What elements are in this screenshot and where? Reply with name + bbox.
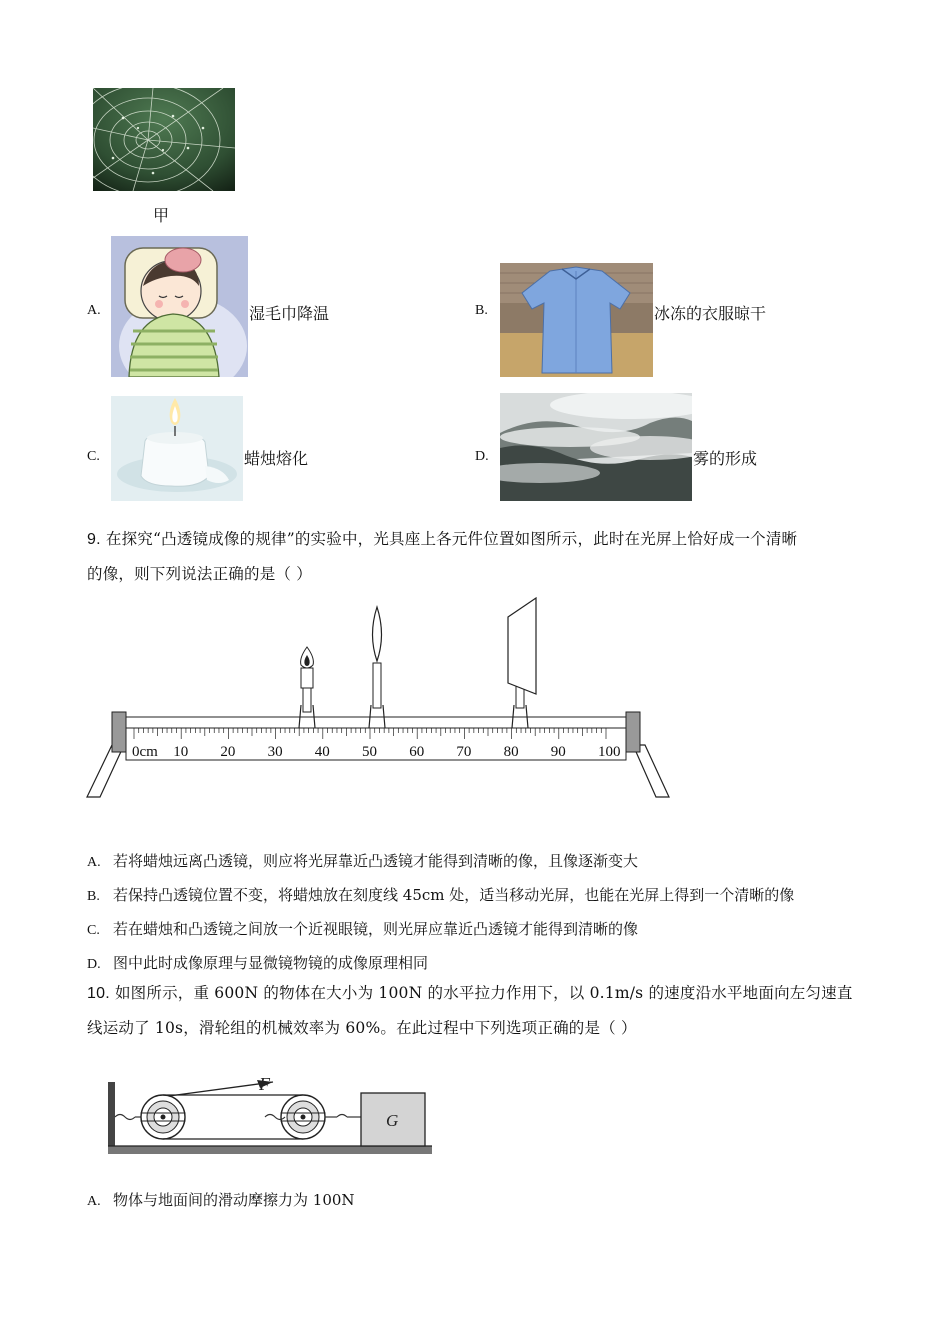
option-d-text: 雾的形成 (693, 449, 758, 468)
spider-web-image (93, 88, 235, 191)
q10-stem (87, 976, 877, 1045)
q9-option-a-letter: A. (87, 855, 101, 870)
q9-option-b-letter: B. (87, 889, 100, 904)
movable-pulley (281, 1095, 325, 1139)
figure-caption-jia: 甲 (153, 206, 170, 225)
fixed-pulley (141, 1095, 185, 1139)
ruler-label: 40 (314, 744, 330, 760)
block-label: G (386, 1111, 399, 1130)
pulley-diagram (105, 1070, 435, 1160)
q9-option-c-text: 若在蜡烛和凸透镜之间放一个近视眼镜，则光屏应靠近凸透镜才能得到清晰的像 (113, 920, 639, 938)
sick-child-image (111, 236, 248, 377)
q10-stem-line2: 线运动了 10s，滑轮组的机械效率为 60%。在此过程中下列选项正确的是（ ） (87, 1019, 637, 1037)
optical-bench-diagram (84, 595, 674, 805)
force-label: F (259, 1074, 270, 1094)
q9-option-a[interactable] (87, 850, 638, 871)
q9-option-c[interactable] (87, 918, 638, 939)
ruler-label: 60 (409, 744, 425, 760)
ruler-label: 100 (598, 744, 621, 760)
frozen-shirt-image (500, 263, 653, 377)
q9-stem-line2: 的像，则下列说法正确的是（ ） (87, 565, 312, 583)
melting-candle-image (111, 396, 243, 501)
ruler-label: 20 (220, 744, 236, 760)
fog-mountain-image (500, 393, 692, 501)
option-a-label: A. (87, 303, 101, 318)
q9-option-a-text: 若将蜡烛远离凸透镜，则应将光屏靠近凸透镜才能得到清晰的像，且像逐渐变大 (113, 852, 639, 870)
q10-stem-line1: 如图所示，重 600N 的物体在大小为 100N 的水平拉力作用下，以 0.1m/s 的速度沿水平地面向左匀速直 (114, 984, 853, 1002)
ruler-label: 10 (173, 744, 189, 760)
q10-option-a-letter: A. (87, 1194, 101, 1209)
q9-option-b[interactable] (87, 884, 794, 905)
candle (299, 647, 315, 728)
q10-option-a-text: 物体与地面间的滑动摩擦力为 100N (113, 1191, 355, 1209)
ruler-label: 70 (456, 744, 472, 760)
q10-option-a[interactable] (87, 1189, 355, 1210)
q9-option-d-letter: D. (87, 957, 101, 972)
option-d-label: D. (475, 449, 489, 464)
q9-option-d[interactable] (87, 952, 428, 973)
ruler-label: 90 (550, 744, 566, 760)
q9-stem-line1: 在探究“凸透镜成像的规律”的实验中，光具座上各元件位置如图所示，此时在光屏上恰好成一个清晰 (105, 530, 798, 548)
q9-number: 9. (87, 531, 101, 548)
q10-number: 10. (87, 985, 110, 1002)
option-b-text: 冰冻的衣服晾干 (654, 304, 767, 323)
ruler-label: 30 (267, 744, 283, 760)
q9-option-b-text: 若保持凸透镜位置不变，将蜡烛放在刻度线 45cm 处，适当移动光屏，也能在光屏上得到一个清晰的像 (113, 886, 795, 904)
option-c-text: 蜡烛熔化 (244, 449, 309, 468)
ruler-label: 0cm (132, 744, 158, 760)
ruler-label: 50 (362, 744, 377, 760)
light-screen (508, 598, 536, 728)
option-c-label: C. (87, 449, 100, 464)
option-b-label: B. (475, 303, 488, 318)
convex-lens (369, 607, 385, 728)
q9-stem (87, 522, 877, 591)
q9-option-d-text: 图中此时成像原理与显微镜物镜的成像原理相同 (113, 954, 429, 972)
q9-option-c-letter: C. (87, 923, 100, 938)
option-a-text: 湿毛巾降温 (249, 304, 330, 323)
ruler-label: 80 (503, 744, 519, 760)
